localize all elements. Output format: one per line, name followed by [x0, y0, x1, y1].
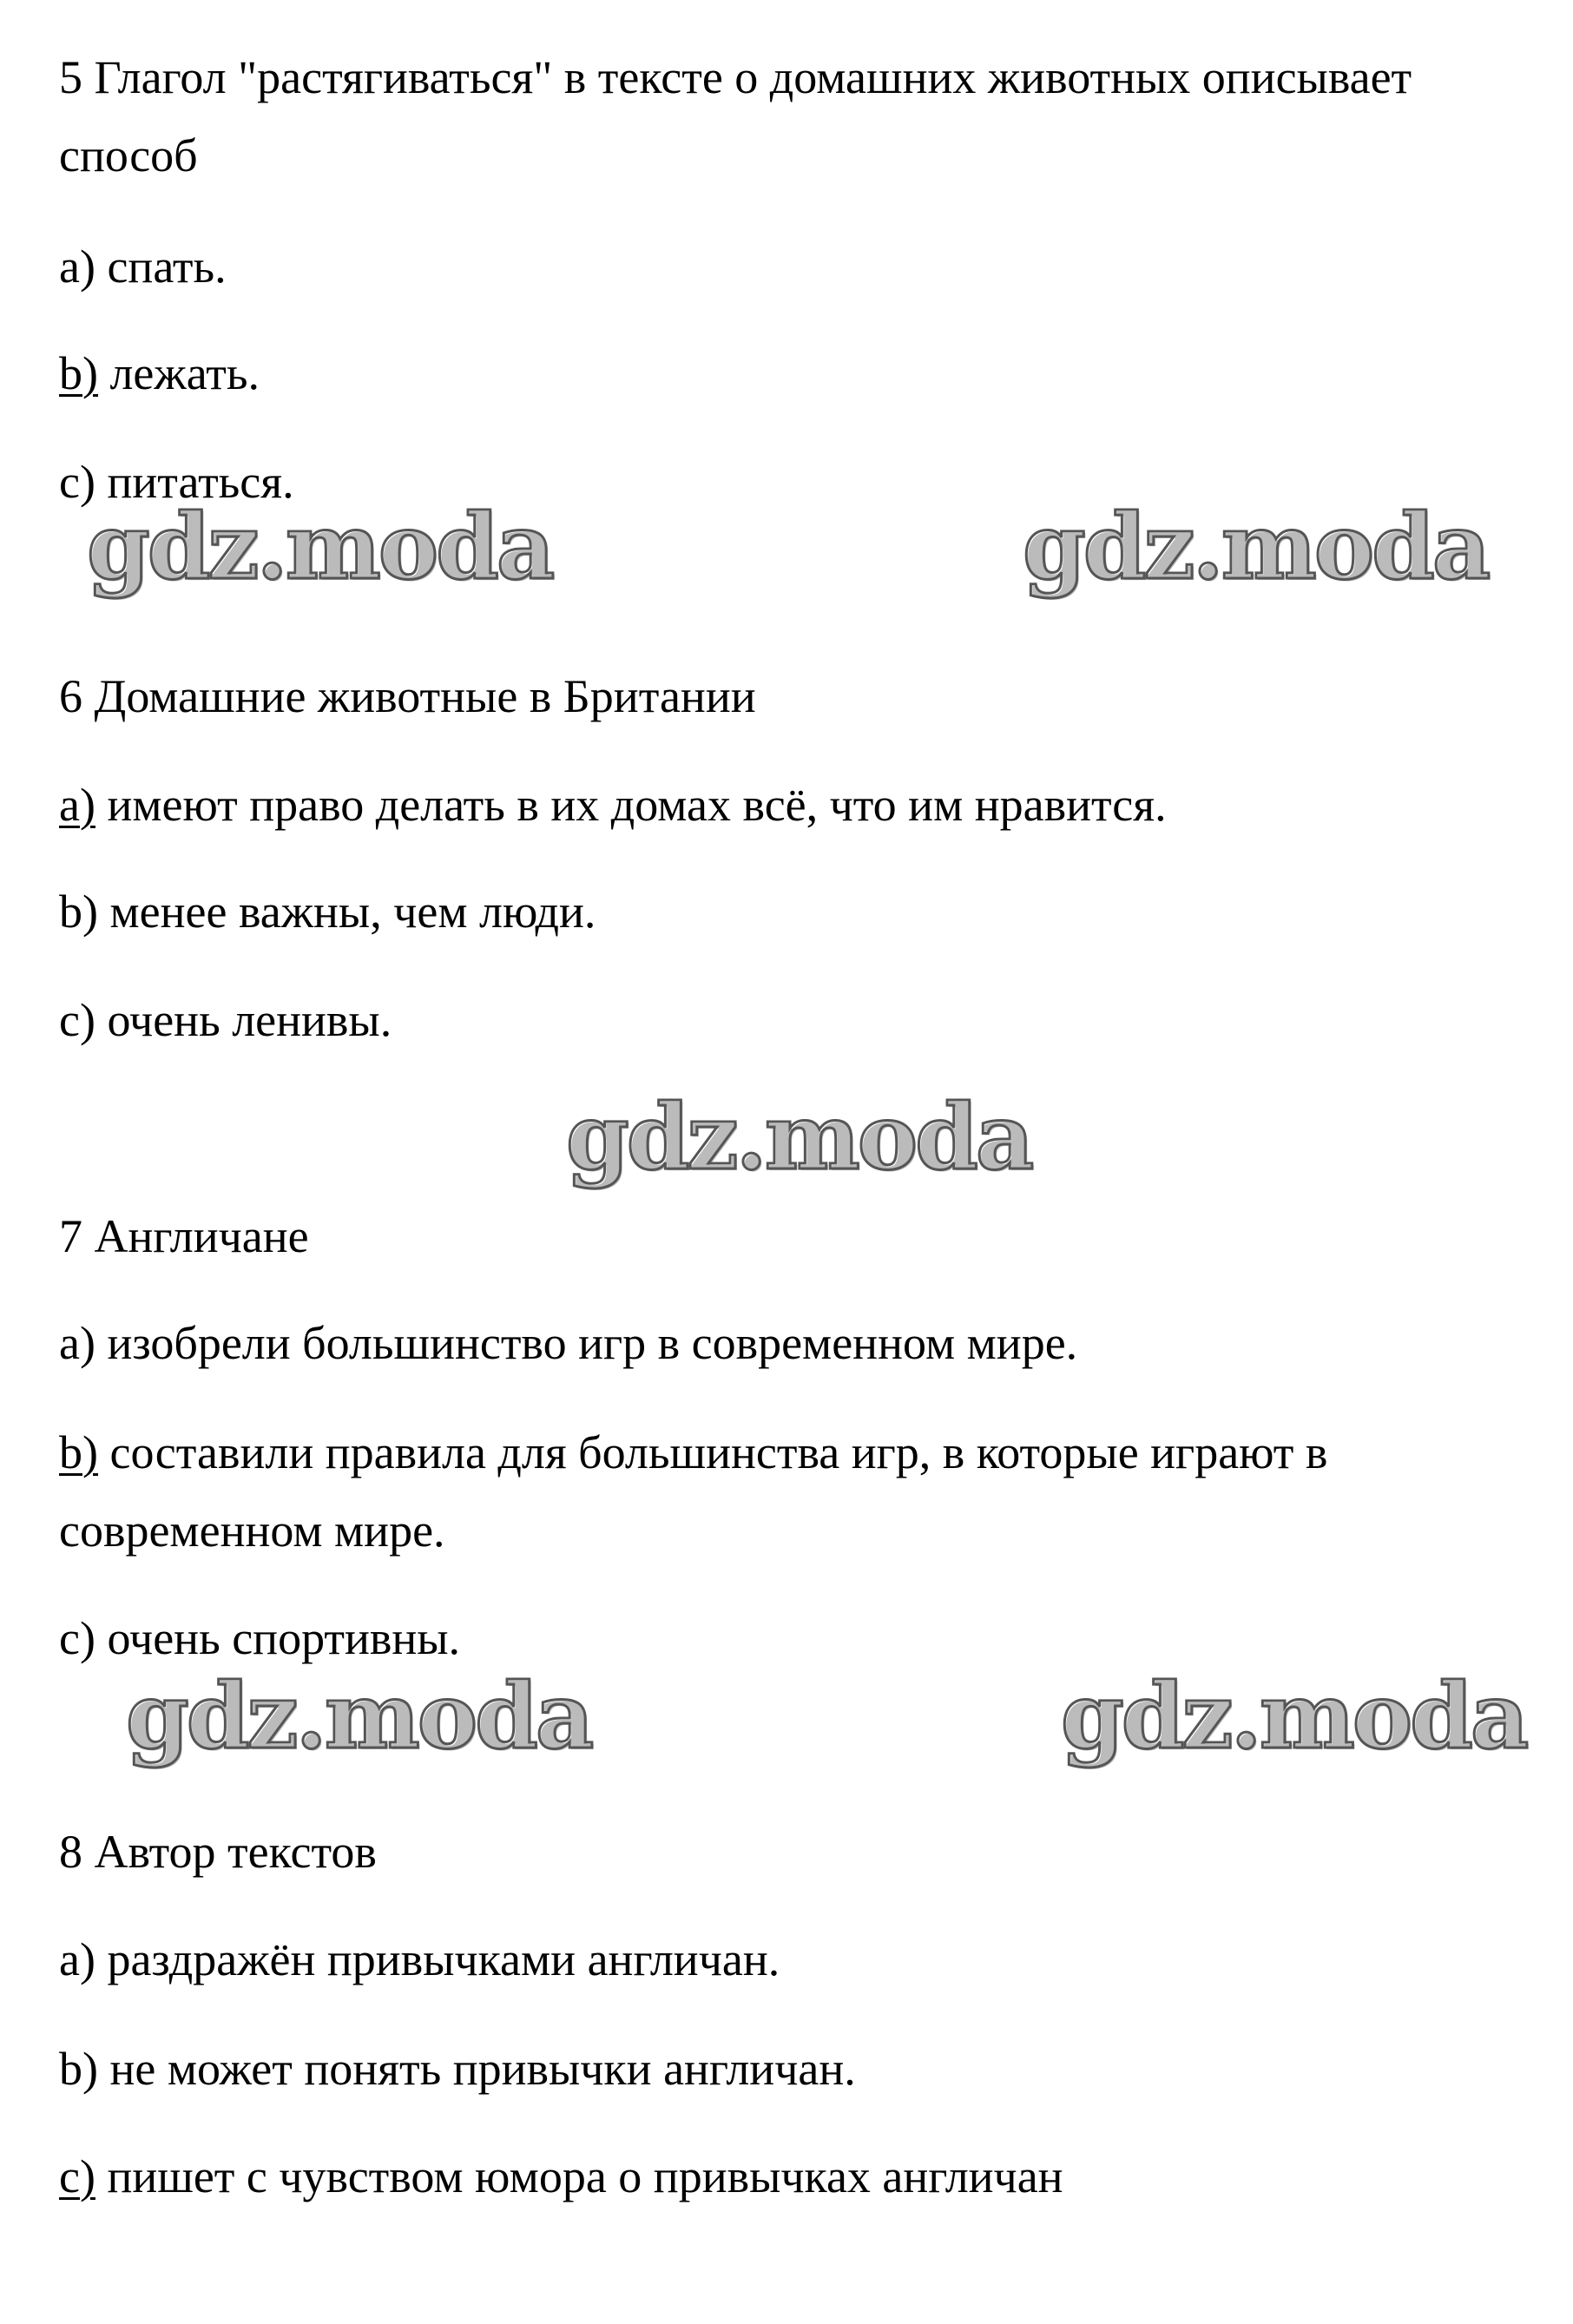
watermark-logo: gdz.moda	[566, 1083, 1032, 1190]
question-8-stem: 8 Автор текстов	[59, 1826, 377, 1878]
question-8-option-b	[59, 2043, 856, 2095]
question-7-stem: 7 Англичане	[59, 1210, 309, 1262]
option-letter-selected: b)	[59, 347, 98, 399]
question-5-stem-line-2: способ	[59, 129, 198, 181]
option-letter: c)	[59, 456, 95, 508]
option-text: раздражён привычками англичан.	[95, 1933, 780, 1985]
question-8-option-a	[59, 1933, 780, 1985]
option-letter: b)	[59, 2043, 98, 2095]
option-letter: a)	[59, 240, 95, 293]
option-text: не может понять привычки англичан.	[97, 2043, 856, 2095]
option-letter: b)	[59, 885, 98, 938]
watermark-logo: gdz.moda	[1061, 1662, 1527, 1769]
option-letter: c)	[59, 994, 95, 1046]
question-7-option-c	[59, 1612, 461, 1664]
watermark-logo: gdz.moda	[126, 1662, 592, 1769]
question-8-option-c	[59, 2150, 1063, 2202]
question-7-option-b	[59, 1426, 1328, 1478]
watermark-logo: gdz.moda	[1023, 493, 1489, 600]
watermark-logo: gdz.moda	[87, 493, 553, 600]
option-text: менее важны, чем люди.	[97, 885, 596, 938]
question-6-stem: 6 Домашние животные в Британии	[59, 670, 756, 722]
option-letter: a)	[59, 1933, 95, 1985]
question-6-option-a	[59, 779, 1167, 831]
option-letter-selected: a)	[59, 779, 95, 831]
option-letter: a)	[59, 1317, 95, 1369]
option-text: очень спортивны.	[95, 1612, 461, 1664]
option-text: спать.	[95, 240, 227, 293]
question-5-option-b	[59, 347, 260, 399]
option-text: пишет с чувством юмора о привычках англичан	[95, 2150, 1063, 2202]
option-text: лежать.	[97, 347, 260, 399]
question-5-stem-line-1: 5 Глагол "растягиваться" в тексте о домашних животных описывает	[59, 51, 1412, 103]
question-7-option-a	[59, 1317, 1078, 1369]
question-6-option-c	[59, 994, 392, 1046]
question-5-option-a	[59, 240, 227, 293]
option-letter: c)	[59, 1612, 95, 1664]
question-7-option-b-continuation: современном мире.	[59, 1504, 445, 1557]
option-letter-selected: c)	[59, 2150, 95, 2202]
option-text: изобрели большинство игр в современном мире.	[95, 1317, 1078, 1369]
option-text: составили правила для большинства игр, в которые играют в	[97, 1426, 1328, 1478]
option-text: питаться.	[95, 456, 294, 508]
question-6-option-b	[59, 885, 596, 938]
option-text: имеют право делать в их домах всё, что им нравится.	[95, 779, 1167, 831]
option-letter-selected: b)	[59, 1426, 98, 1478]
option-text: очень ленивы.	[95, 994, 392, 1046]
